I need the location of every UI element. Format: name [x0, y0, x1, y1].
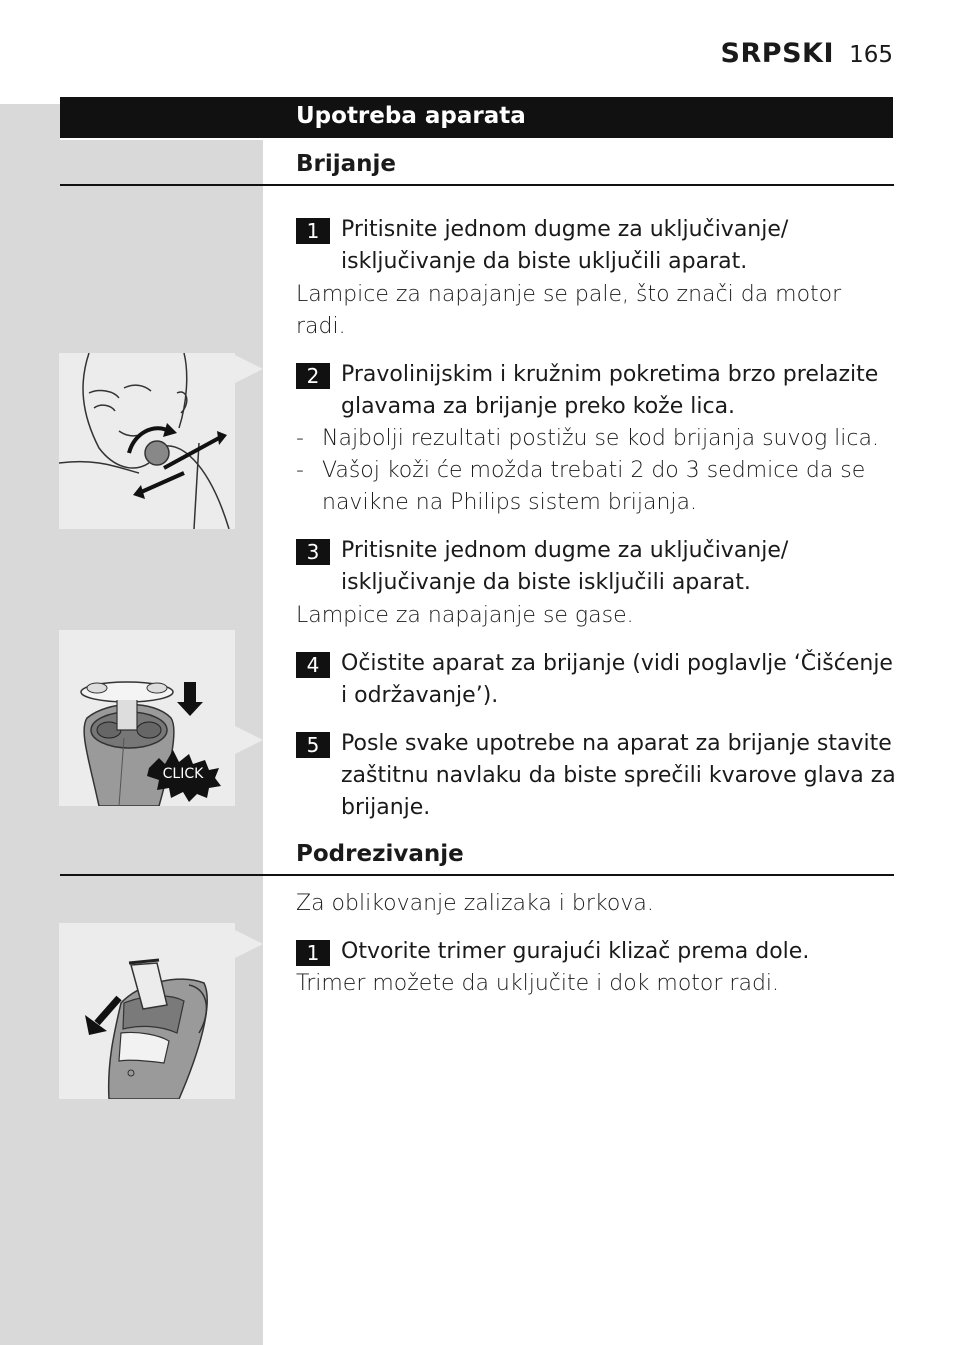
step-number: 4	[296, 652, 330, 678]
shaving-note-3: Lampice za napajanje se gase.	[296, 603, 634, 628]
step-text: Otvorite trimer gurajući klizač prema dole.	[341, 939, 810, 964]
language-header: SRPSKI	[720, 38, 834, 69]
illustration-pointer	[235, 355, 263, 383]
shaving-step-5	[296, 728, 896, 824]
shaving-step-4	[296, 648, 896, 712]
face-shaving-drawing	[59, 353, 235, 529]
section-title: Upotreba aparata	[296, 103, 526, 129]
trimming-intro: Za oblikovanje zalizaka i brkova.	[296, 891, 654, 916]
step-text: Očistite aparat za brijanje (vidi poglavlje ‘Čišćenje i održavanje’).	[341, 651, 893, 708]
bullet-text: Vašoj koži će možda trebati 2 do 3 sedmice da se navikne na Philips sistem brijanja.	[322, 458, 866, 515]
shaving-bullet-1: - Najbolji rezultati postižu se kod brijanja suvog lica.	[296, 423, 896, 455]
step-text: Pritisnite jednom dugme za uključivanje/ isključivanje da biste uključili aparat.	[341, 217, 789, 274]
illustration-pointer	[235, 930, 263, 958]
step-number: 1	[296, 218, 330, 244]
section-title-bar	[60, 97, 893, 140]
click-label: CLICK	[162, 766, 204, 782]
trimming-step-1	[296, 936, 896, 968]
protection-cap-drawing	[59, 630, 235, 806]
shaving-heading-rule	[60, 184, 894, 186]
trimming-heading: Podrezivanje	[296, 841, 464, 867]
bullet-text: Najbolji rezultati postižu se kod brijanja suvog lica.	[322, 426, 879, 451]
protection-cap-illustration	[59, 630, 235, 806]
page-number: 165	[849, 42, 893, 68]
step-number: 3	[296, 539, 330, 565]
trimming-heading-rule	[60, 874, 894, 876]
trimming-note-1: Trimer možete da uključite i dok motor radi.	[296, 971, 780, 996]
shaving-step-2	[296, 359, 896, 423]
trimmer-illustration	[59, 923, 235, 1099]
step-number: 5	[296, 732, 330, 758]
step-text: Pravolinijskim i kružnim pokretima brzo prelazite glavama za brijanje preko kože lica.	[341, 362, 879, 419]
shaving-step-3	[296, 535, 896, 599]
step-text: Pritisnite jednom dugme za uključivanje/ isključivanje da biste isključili aparat.	[341, 538, 789, 595]
step-text: Posle svake upotrebe na aparat za brijanje stavite zaštitnu navlaku da biste sprečili kvarove glava za brijanje.	[341, 731, 896, 820]
trimmer-drawing	[59, 923, 235, 1099]
face-shaving-illustration	[59, 353, 235, 529]
illustration-pointer	[235, 726, 263, 754]
shaving-bullet-2: - Vašoj koži će možda trebati 2 do 3 sedmice da se navikne na Philips sistem brijanja.	[296, 455, 896, 519]
shaving-note-1: Lampice za napajanje se pale, što znači da motor radi.	[296, 282, 842, 339]
shaving-step-1	[296, 214, 896, 278]
step-number: 2	[296, 363, 330, 389]
shaving-heading: Brijanje	[296, 151, 397, 177]
step-number: 1	[296, 940, 330, 966]
